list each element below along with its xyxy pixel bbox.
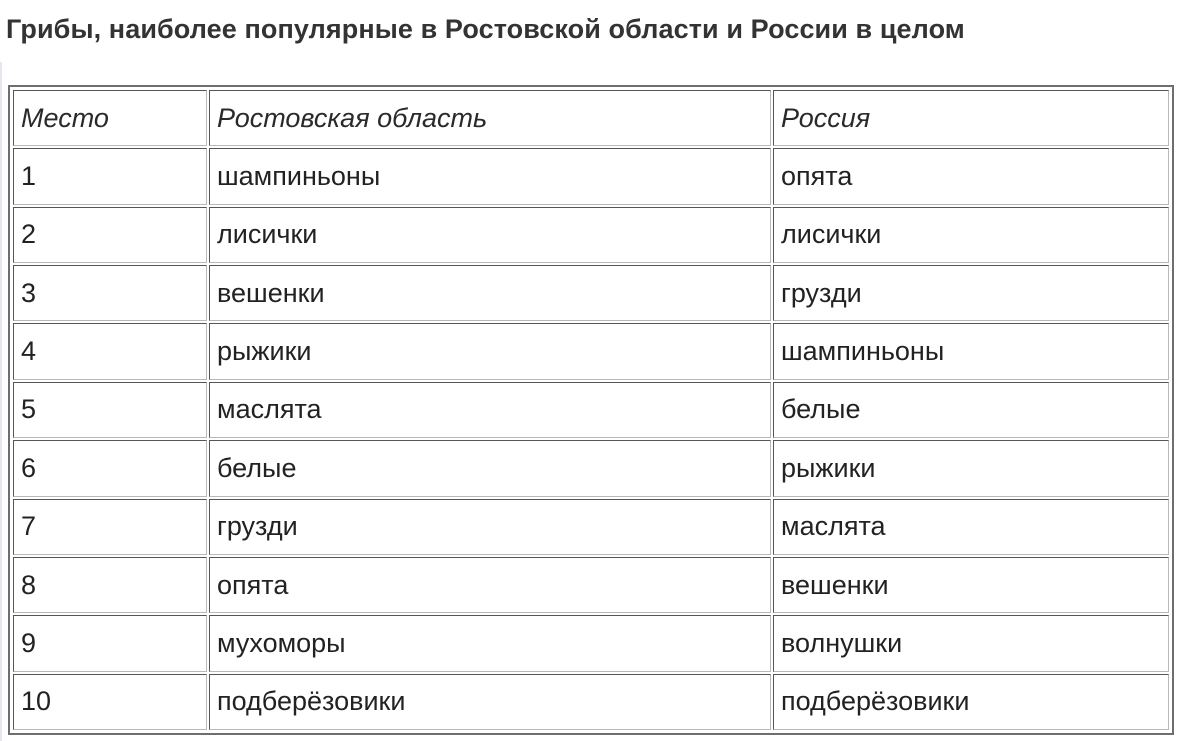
header-cell-rostov: Ростовская область xyxy=(209,90,771,146)
russia-cell: волнушки xyxy=(773,615,1169,671)
table-row xyxy=(13,674,1169,730)
rostov-cell: белые xyxy=(209,440,771,496)
table-row xyxy=(13,557,1169,613)
russia-cell: белые xyxy=(773,382,1169,438)
table-row xyxy=(13,323,1169,379)
mushroom-table-frame xyxy=(8,85,1174,735)
table-row xyxy=(13,148,1169,204)
rostov-cell: лисички xyxy=(209,207,771,263)
russia-cell: подберёзовики xyxy=(773,674,1169,730)
table-header-row xyxy=(13,90,1169,146)
rostov-cell: грузди xyxy=(209,499,771,555)
table-row xyxy=(13,207,1169,263)
rank-cell: 7 xyxy=(13,499,207,555)
rank-cell: 4 xyxy=(13,323,207,379)
russia-cell: рыжики xyxy=(773,440,1169,496)
russia-cell: опята xyxy=(773,148,1169,204)
page-title: Грибы, наиболее популярные в Ростовской области и России в целом xyxy=(6,14,965,44)
left-edge-divider xyxy=(0,62,2,741)
header-cell-rank: Место xyxy=(13,90,207,146)
rostov-cell: подберёзовики xyxy=(209,674,771,730)
russia-cell: лисички xyxy=(773,207,1169,263)
rank-cell: 8 xyxy=(13,557,207,613)
table-row xyxy=(13,440,1169,496)
rostov-cell: опята xyxy=(209,557,771,613)
table-row xyxy=(13,615,1169,671)
rank-cell: 3 xyxy=(13,265,207,321)
russia-cell: маслята xyxy=(773,499,1169,555)
russia-cell: вешенки xyxy=(773,557,1169,613)
table-row xyxy=(13,382,1169,438)
table-row xyxy=(13,265,1169,321)
rank-cell: 2 xyxy=(13,207,207,263)
rank-cell: 9 xyxy=(13,615,207,671)
rostov-cell: вешенки xyxy=(209,265,771,321)
table-row xyxy=(13,499,1169,555)
russia-cell: грузди xyxy=(773,265,1169,321)
rank-cell: 1 xyxy=(13,148,207,204)
rostov-cell: рыжики xyxy=(209,323,771,379)
rostov-cell: маслята xyxy=(209,382,771,438)
russia-cell: шампиньоны xyxy=(773,323,1169,379)
rank-cell: 10 xyxy=(13,674,207,730)
header-cell-russia: Россия xyxy=(773,90,1169,146)
rostov-cell: шампиньоны xyxy=(209,148,771,204)
mushroom-ranking-table xyxy=(11,88,1171,732)
rank-cell: 6 xyxy=(13,440,207,496)
rank-cell: 5 xyxy=(13,382,207,438)
rostov-cell: мухоморы xyxy=(209,615,771,671)
